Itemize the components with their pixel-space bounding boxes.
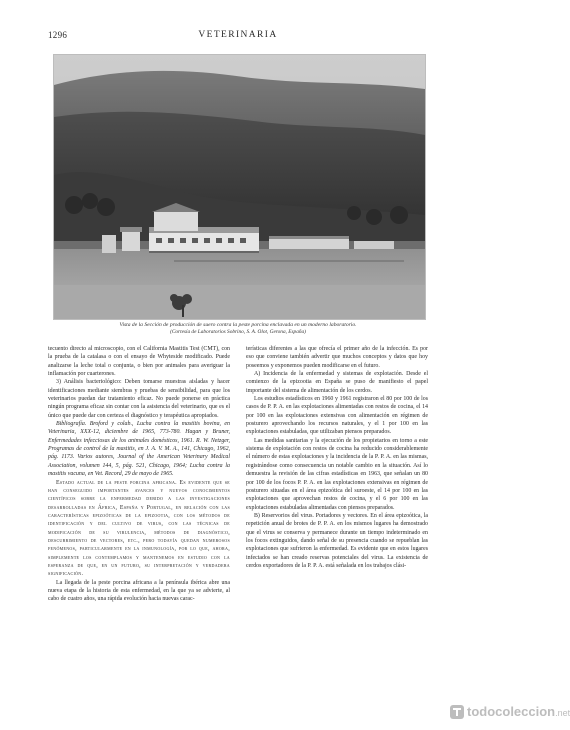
text-column-right	[246, 345, 428, 570]
paragraph: tecuento directo al microscopio, con el California Mastitis Test (CMT), con la prueba de la catalasa o con el ensayo de Whyteside modificado. Puede analizarse la leche total o conjunta, o bien por animales para averiguar la inflamación por cuarterones.	[48, 346, 230, 378]
laboratory-photo-image	[54, 55, 425, 319]
caption-credit: (Cortesía de Laboratorios Sobrino, S. A. Olot, Gerona, España)	[170, 329, 306, 335]
bibliography-paragraph: Bibliografía. Broford y colab., Lucha contra la mastitis bovina, en Veterinaria, XXX-12, diciembre de 1965, 773-780. Hagan y Bruner, Enfermedades infecciosas de los animales domésticos, 1961. R. W. Netzger, Programas de control de la mastitis, en J. A. V. M. A., 141, Chicago, 1962, pág. 1173. Varios autores, Journal of the American Veterinary Medical Association, volumen 144, 5, pág. 521, Chicago, 1964; Lucha contra la mastitis vacuna, en Vet. Record, 29 de mayo de 1965.	[48, 421, 230, 478]
page-number: 1296	[48, 30, 68, 40]
laboratory-photo	[53, 54, 426, 320]
paragraph: Las medidas sanitarias y la ejecución de los propietarios en torno a este sistema de explotación con restos de cocina ha reducido considerablemente el número de estas explotaciones y la incidencia de la P. P. A. en las mismas, registrándose como consecuencia un notable cambio en la situación. Así lo demuestra la revisión de las cifras estadísticas en 1963, que señalan un 80 por 100 de los focos P. P. A. en las explotaciones extensivas en régimen de posturero situadas en el área epizoótica del suroeste, el 14 por 100 en las explotaciones que aprovechan restos de cocina, y el 6 por 100 en las explotaciones estabuladas alimentadas con piensos preparados.	[246, 437, 428, 511]
page-header	[48, 30, 428, 44]
paragraph: Los estudios estadísticos en 1960 y 1961 registraron el 80 por 100 de los casos de P. P. A. en las explotaciones alimentadas con restos de cocina, el 14 por 100 en las explotaciones extensivas con alimentación en régimen de posturero aprovechando los recursos naturales, y el 1 por 100 en las explotaciones estabuladas, que utilizaban piensos preparados.	[246, 396, 428, 436]
paragraph: 3) Análisis bacteriológico: Deben tomarse muestras aisladas y hacer identificaciones mediante siembras y pruebas de sensibilidad, para que los veterinarios puedan dar tratamiento eficaz. No puede ponerse en práctica ningún programa eficaz sin contar con la asistencia del veterinario, que es el único que puede dar con certeza el diagnóstico y terapéutica apropiados.	[48, 379, 230, 419]
paragraph: A) Incidencia de la enfermedad y sistemas de explotación. Desde el comienzo de la epizootia en España se puso de manifiesto el papel importante del sistema de alimentación de los cerdos.	[246, 371, 428, 394]
watermark-brand: todocoleccion	[467, 704, 556, 719]
watermark-logo-icon	[450, 705, 464, 719]
journal-title: VETERINARIA	[198, 30, 278, 40]
paragraph: La llegada de la peste porcina africana a la península ibérica abre una nueva etapa de la historia de esta enfermedad, en la que ya se advierte, al cabo de cuatro años, una rápida evolución hacia nuevas carac-	[48, 579, 230, 603]
paragraph: B) Reservorios del virus. Portadores y vectores. En el área epizoótica, la repetición anual de brotes de P. P. A. en los mismos lugares ha demostrado que el virus se conserva y permanece durante un tiempo indeterminado en los focos extinguidos, dando señal de su presencia cuando se repueblan las explotaciones que sufrieron la enfermedad. Es evidente que en estos lugares infectados se han creado reservas potenciales del virus. La existencia de cerdos exportadores de la P. P. A. está señalada en los trabajos clási-	[246, 512, 428, 569]
text-column-left	[48, 345, 230, 604]
paragraph: terísticas diferentes a las que ofrecía el primer año de la infección. Es por eso que conviene también advertir que muchos conceptos y datos que hoy poseemos y exponemos pueden modificarse en el futuro.	[246, 346, 428, 369]
section-paragraph: Estado actual de la peste porcina africana. Es evidente que se han conseguido importantes avances y nuevos conocimientos científicos sobre la enfermedad debido a las investigaciones desarrolladas en África, España y Portugal, en relación con las características epizoóticas de la epizootia, con los métodos de identificación y del cultivo de virus, con las técnicas de modificación de su virulencia, métodos de diagnóstico, descubrimiento de vectores, etc., pero todavía quedan numerosos fenómenos, particularmente en la inmunología, por lo que, ahora, simplemente los contemplamos y mantenemos en estudio con la esperanza de que, en un futuro, su interpretación y verdadera significación.	[48, 479, 230, 578]
watermark-text	[467, 704, 570, 719]
figure-caption	[48, 322, 428, 336]
article-body	[48, 345, 428, 685]
watermark-tld: .net	[555, 708, 570, 718]
caption-main: Vista de la Sección de producción de suero contra la peste porcina enclavada en un moderno laboratorio.	[119, 322, 357, 328]
